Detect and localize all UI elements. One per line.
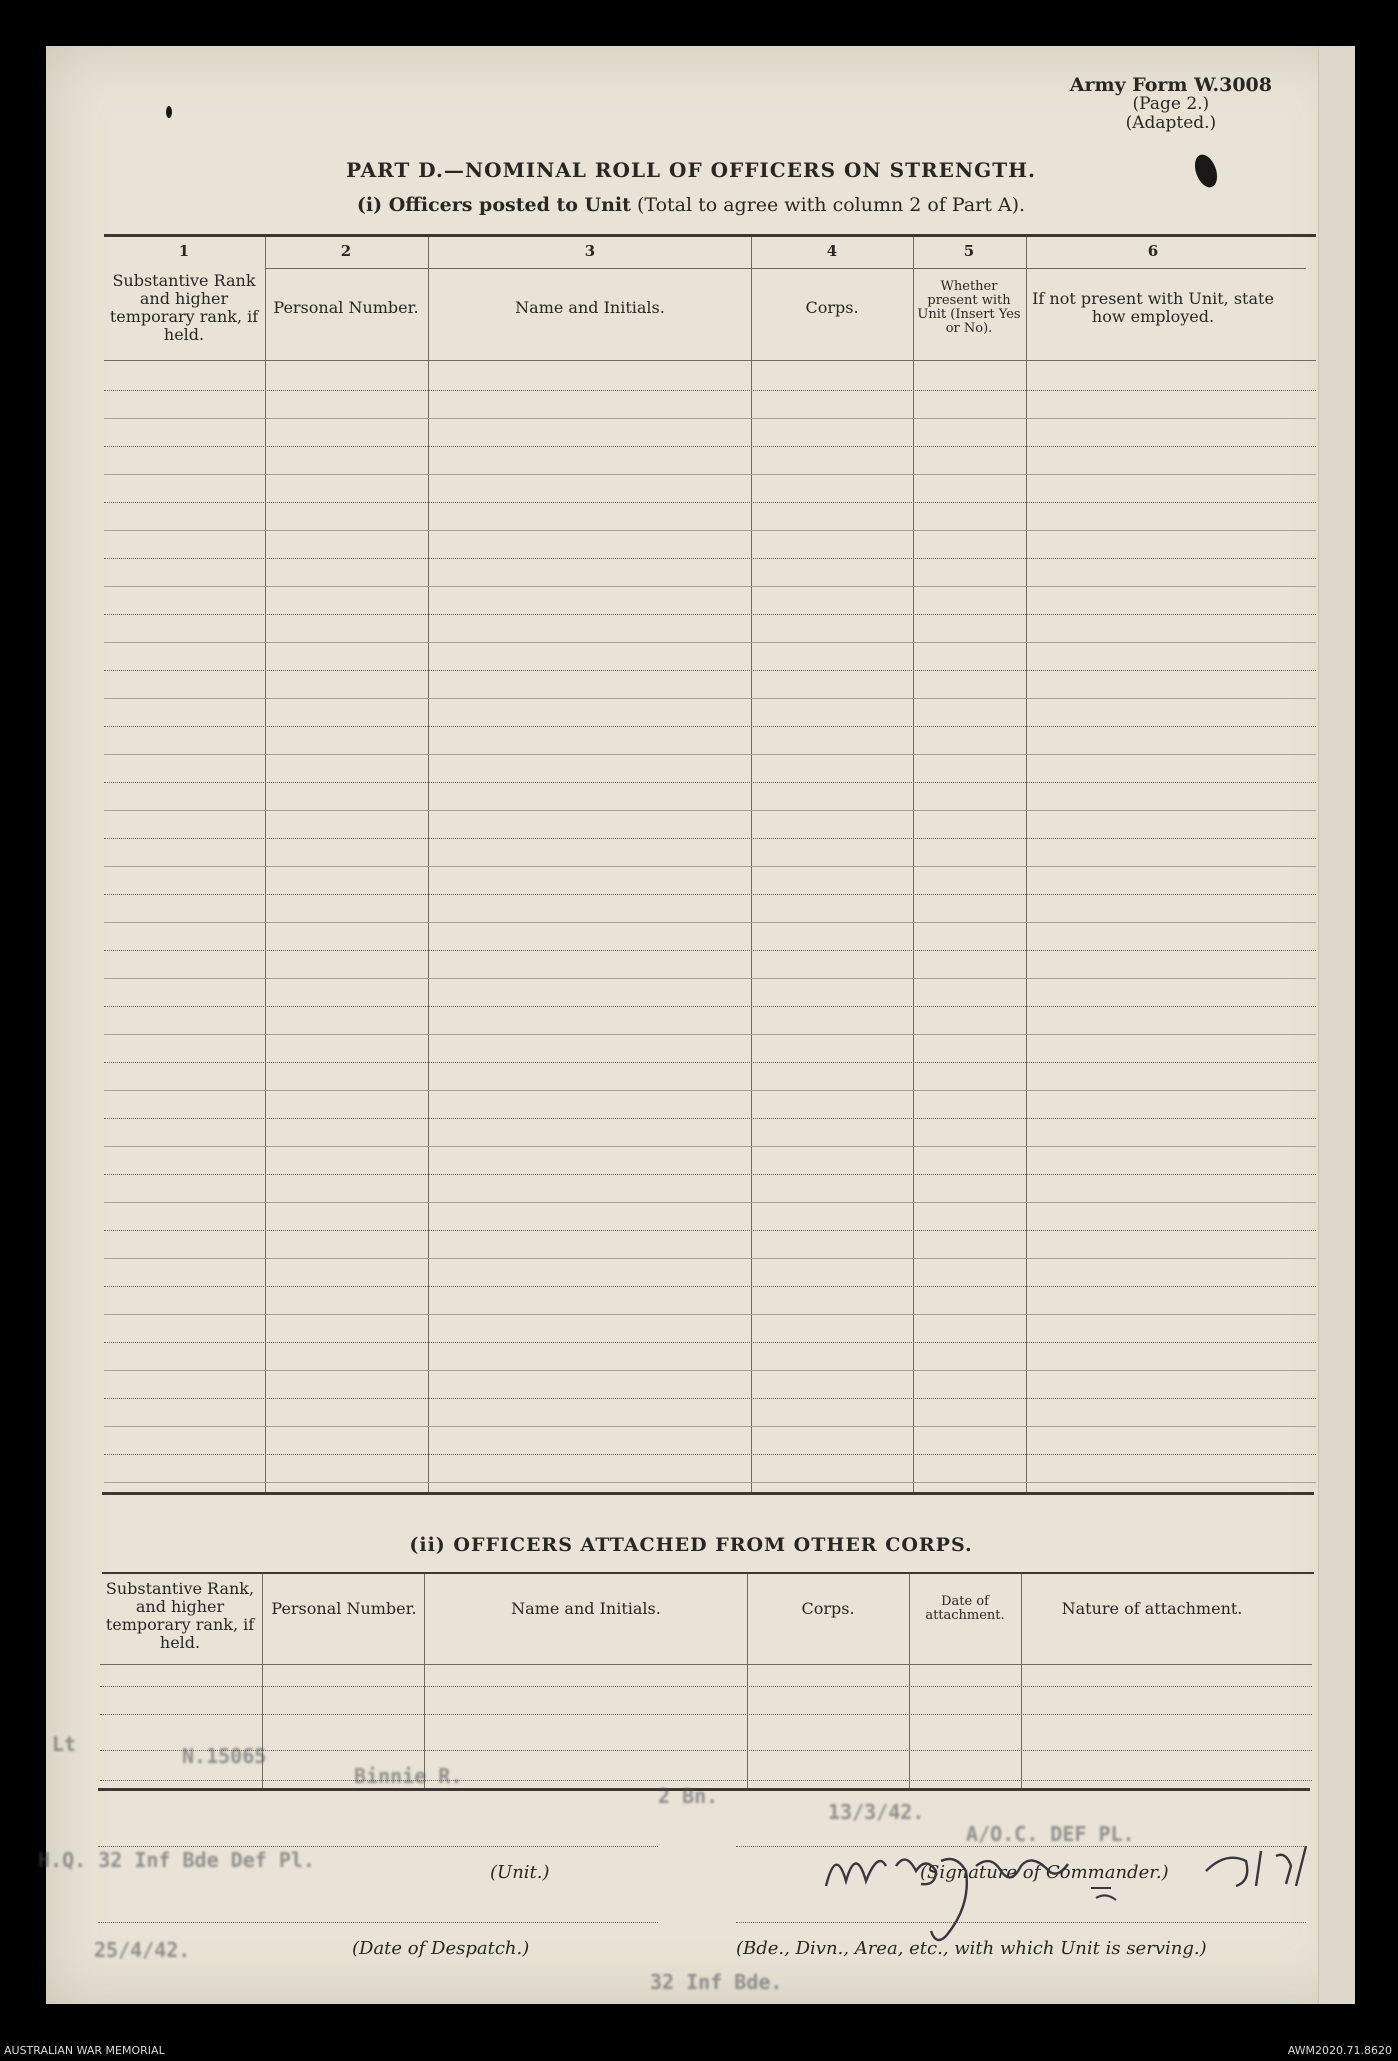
typed-bde: 32 Inf Bde. [650, 1970, 783, 1994]
entry-row [104, 1006, 1316, 1007]
header-bottom-rule [100, 1664, 1312, 1665]
bde-caption: (Bde., Divn., Area, etc., with which Unit is serving.) [736, 1938, 1207, 1959]
entry-row [104, 558, 1316, 559]
entry-row [100, 1750, 1312, 1751]
entry-row [100, 1714, 1312, 1715]
column-header: Name and Initials. [511, 1599, 661, 1618]
part-d-subtitle-rest: (Total to agree with column 2 of Part A). [636, 194, 1026, 216]
entry-row [104, 1258, 1316, 1259]
column-divider [913, 237, 914, 1492]
form-page: (Page 2.) [1132, 94, 1210, 114]
footer-right: AWM2020.71.8620 [1287, 2044, 1392, 2057]
page-edge [1318, 46, 1355, 2004]
table-bottom-rule [102, 1492, 1314, 1495]
form-adapted: (Adapted.) [1125, 113, 1217, 133]
column-divider [909, 1574, 910, 1788]
handwritten-signature [806, 1826, 1366, 1956]
typed-rank: Lt [52, 1732, 77, 1756]
column-divider [428, 237, 429, 1492]
entry-row [104, 866, 1316, 867]
entry-row [104, 1202, 1316, 1203]
entry-row [104, 1426, 1316, 1427]
column-divider [424, 1574, 425, 1788]
column-header: Substantive Rank, and higher temporary rank, if held. [105, 1579, 255, 1652]
entry-row [104, 782, 1316, 783]
column-number: 4 [826, 242, 838, 260]
entry-row [104, 1090, 1316, 1091]
entry-row [104, 950, 1316, 951]
entry-row [104, 390, 1316, 391]
unit-caption: (Unit.) [490, 1862, 550, 1883]
entry-row [104, 670, 1316, 671]
column-divider [751, 237, 752, 1492]
entry-row [104, 810, 1316, 811]
punch-mark [166, 106, 172, 118]
part-ii-title: (ii) OFFICERS ATTACHED FROM OTHER CORPS. [409, 1534, 973, 1556]
entry-row [104, 446, 1316, 447]
column-header: Personal Number. [271, 1599, 417, 1618]
entry-row [104, 1314, 1316, 1315]
entry-row [104, 698, 1316, 699]
typed-name: Binnie R. [354, 1764, 463, 1788]
column-header: Nature of attachment. [1061, 1599, 1243, 1618]
column-number: 6 [1147, 242, 1159, 260]
column-header: Personal Number. [273, 298, 419, 317]
entry-row [104, 978, 1316, 979]
column-header: Corps. [805, 298, 859, 317]
column-number: 3 [584, 242, 596, 260]
column-divider [265, 237, 266, 1492]
entry-row [104, 1286, 1316, 1287]
typed-personal-number: N.15065 [182, 1744, 267, 1768]
entry-row [104, 726, 1316, 727]
column-divider [1026, 237, 1027, 1492]
column-number: 1 [178, 242, 190, 260]
despatch-line [98, 1922, 658, 1923]
typed-unit: H.Q. 32 Inf Bde Def Pl. [38, 1848, 315, 1872]
entry-row [104, 1174, 1316, 1175]
part-d-title: PART D.—NOMINAL ROLL OF OFFICERS ON STRENGTH. [346, 158, 1036, 182]
entry-row [104, 1454, 1316, 1455]
unit-line [98, 1846, 658, 1847]
column-header: If not present with Unit, state how employed. [1032, 289, 1274, 326]
entry-row [104, 838, 1316, 839]
part-d-subtitle-bold: (i) Officers posted to Unit [356, 194, 631, 216]
typed-nature: A/O.C. DEF PL. [966, 1822, 1135, 1846]
entry-row [100, 1686, 1312, 1687]
form-number: Army Form W.3008 [1069, 74, 1272, 96]
entry-row [104, 530, 1316, 531]
entry-row [104, 1230, 1316, 1231]
column-header: Name and Initials. [515, 298, 665, 317]
form-number-block [1070, 76, 1272, 133]
entry-row [104, 894, 1316, 895]
entry-row [104, 1146, 1316, 1147]
signature-caption: (Signature of Commander.) [920, 1862, 1169, 1883]
entry-row [104, 1342, 1316, 1343]
entry-row [104, 1398, 1316, 1399]
column-header: Corps. [801, 1599, 855, 1618]
entry-row [104, 642, 1316, 643]
column-number: 5 [963, 242, 975, 260]
entry-row [100, 1780, 1312, 1781]
column-divider [747, 1574, 748, 1788]
typed-despatch-date: 25/4/42. [94, 1938, 191, 1962]
form-sheet [38, 46, 1354, 2004]
column-number: 2 [340, 242, 352, 260]
column-header: Date of attachment. [925, 1594, 1005, 1623]
entry-row [104, 474, 1316, 475]
entry-row [104, 1118, 1316, 1119]
column-header: Whether present with Unit (Insert Yes or No). [917, 279, 1021, 336]
entry-row [104, 502, 1316, 503]
entry-row [104, 586, 1316, 587]
entry-row [104, 614, 1316, 615]
entry-row [104, 1062, 1316, 1063]
entry-row [104, 922, 1316, 923]
header-bottom-rule [104, 360, 1316, 361]
footer-left: AUSTRALIAN WAR MEMORIAL [4, 2044, 165, 2057]
entry-row [104, 1482, 1316, 1483]
typed-corps: 2 Bn. [658, 1784, 719, 1808]
entry-row [104, 418, 1316, 419]
entry-row [104, 1034, 1316, 1035]
handwritten-signature-text [46, 46, 47, 47]
part-d-subtitle [46, 194, 1336, 216]
entry-row [104, 754, 1316, 755]
bde-line [736, 1922, 1306, 1923]
column-header: Substantive Rank and higher temporary rank, if held. [109, 271, 259, 344]
entry-row [104, 1370, 1316, 1371]
table-top-rule [104, 234, 1316, 237]
despatch-caption: (Date of Despatch.) [352, 1938, 530, 1959]
typed-date: 13/3/42. [828, 1800, 925, 1824]
column-divider [1021, 1574, 1022, 1788]
